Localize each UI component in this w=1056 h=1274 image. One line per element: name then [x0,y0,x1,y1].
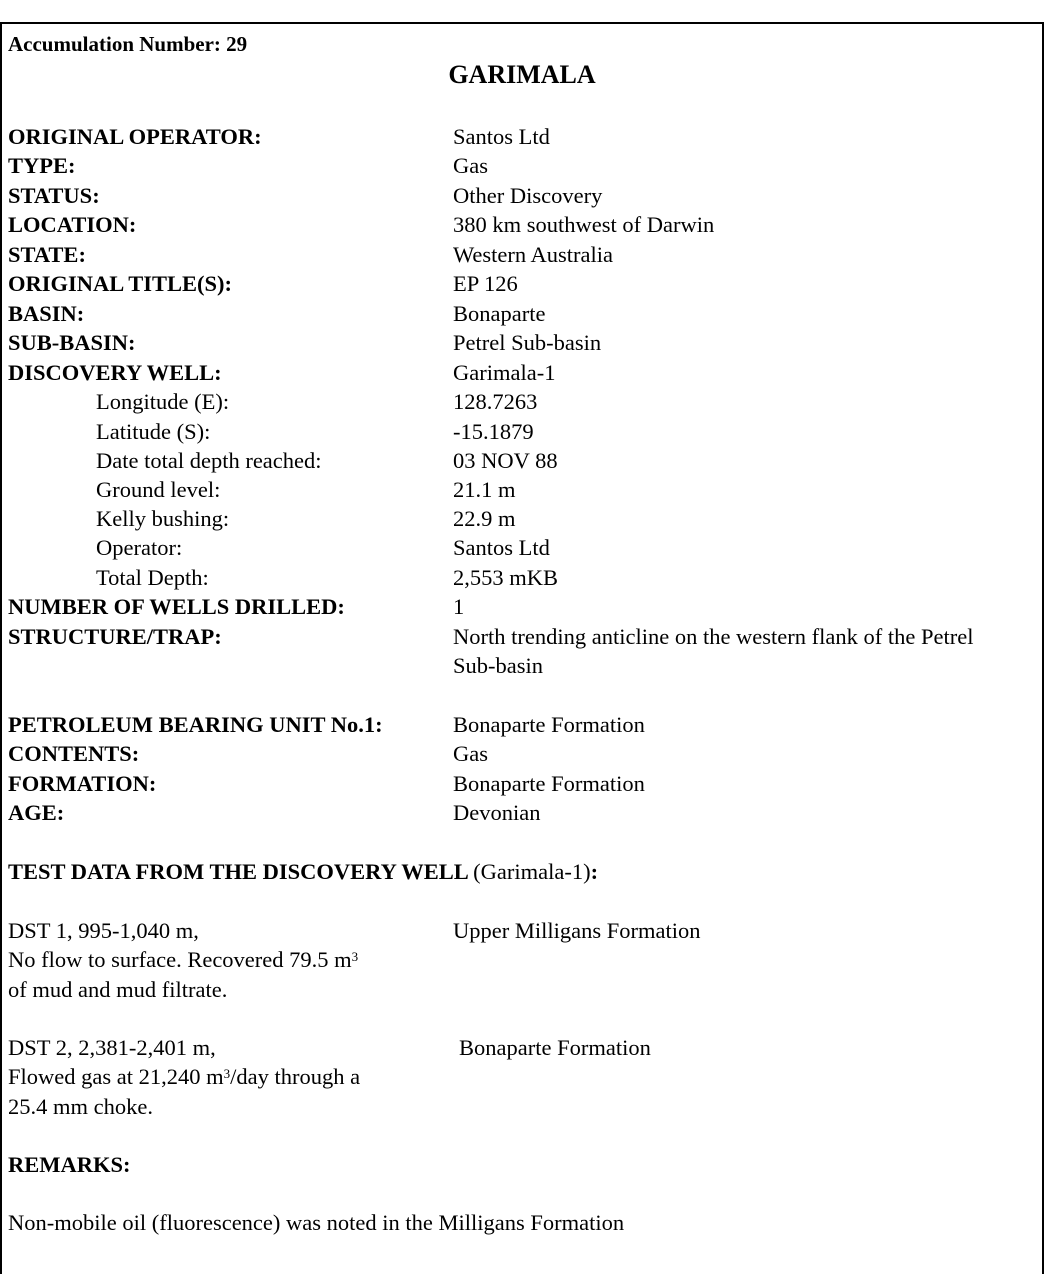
page-title: GARIMALA [448,60,596,89]
field-value: Petrel Sub-basin [453,330,602,355]
field-value: EP 126 [453,271,518,296]
field-label: STATUS: [8,183,100,208]
field-label: ORIGINAL OPERATOR: [8,124,262,149]
field-value: Bonaparte [453,301,546,326]
unit-label: FORMATION: [8,771,157,796]
field-label: TYPE: [8,153,76,178]
unit-value: Gas [453,741,488,766]
well-label: Ground level: [96,477,221,502]
field-label: DISCOVERY WELL: [8,360,222,385]
structure-value-line1: North trending anticline on the western flank of the Petrel [453,624,974,649]
unit-label: PETROLEUM BEARING UNIT No.1: [8,712,383,737]
well-value: Santos Ltd [453,535,550,560]
well-value: 22.9 m [453,506,516,531]
wells-drilled-label: NUMBER OF WELLS DRILLED: [8,594,345,619]
unit-label: AGE: [8,800,65,825]
well-label: Longitude (E): [96,389,230,414]
well-label: Date total depth reached: [96,448,322,473]
well-value: 21.1 m [453,477,516,502]
dst2-line2: Flowed gas at 21,240 $m^3$/day through a [8,1064,361,1089]
well-value: -15.1879 [453,419,534,444]
dst2-line1: DST 2, 2,381-2,401 m, [8,1035,216,1060]
well-value: 2,553 mKB [453,565,559,590]
test-data-heading: TEST DATA FROM THE DISCOVERY WELL (Garimala-1): [8,859,599,884]
field-label: STATE: [8,242,86,267]
field-value: Other Discovery [453,183,603,208]
field-value: Santos Ltd [453,124,550,149]
dst1-line3: of mud and mud filtrate. [8,977,228,1002]
field-value: Gas [453,153,488,178]
dst1-line1: DST 1, 995-1,040 m, [8,918,199,943]
unit-value: Bonaparte Formation [453,712,645,737]
well-label: Latitude (S): [96,419,211,444]
field-label: ORIGINAL TITLE(S): [8,271,233,296]
structure-label: STRUCTURE/TRAP: [8,624,222,649]
remarks-text: Non-mobile oil (fluorescence) was noted in the Milligans Formation [8,1210,625,1235]
unit-value: Bonaparte Formation [453,771,645,796]
well-label: Kelly bushing: [96,506,230,531]
unit-value: Devonian [453,800,541,825]
dst2-line3: 25.4 mm choke. [8,1094,153,1119]
field-label: SUB-BASIN: [8,330,136,355]
well-label: Total Depth: [96,565,209,590]
field-value: Garimala-1 [453,360,556,385]
wells-drilled-value: 1 [453,594,465,619]
field-value: Western Australia [453,242,614,267]
dst2-formation: Bonaparte Formation [459,1035,651,1060]
field-label: LOCATION: [8,212,137,237]
dst1-formation: Upper Milligans Formation [453,918,701,943]
well-label: Operator: [96,535,183,560]
accumulation-number: Accumulation Number: 29 [8,32,248,56]
unit-label: CONTENTS: [8,741,140,766]
field-label: BASIN: [8,301,85,326]
remarks-heading: REMARKS: [8,1152,131,1177]
field-value: 380 km southwest of Darwin [453,212,715,237]
dst1-line2: No flow to surface. Recovered 79.5 $m^3$ [8,947,359,972]
well-value: 03 NOV 88 [453,448,558,473]
well-value: 128.7263 [453,389,538,414]
structure-value-line2: Sub-basin [453,653,543,678]
